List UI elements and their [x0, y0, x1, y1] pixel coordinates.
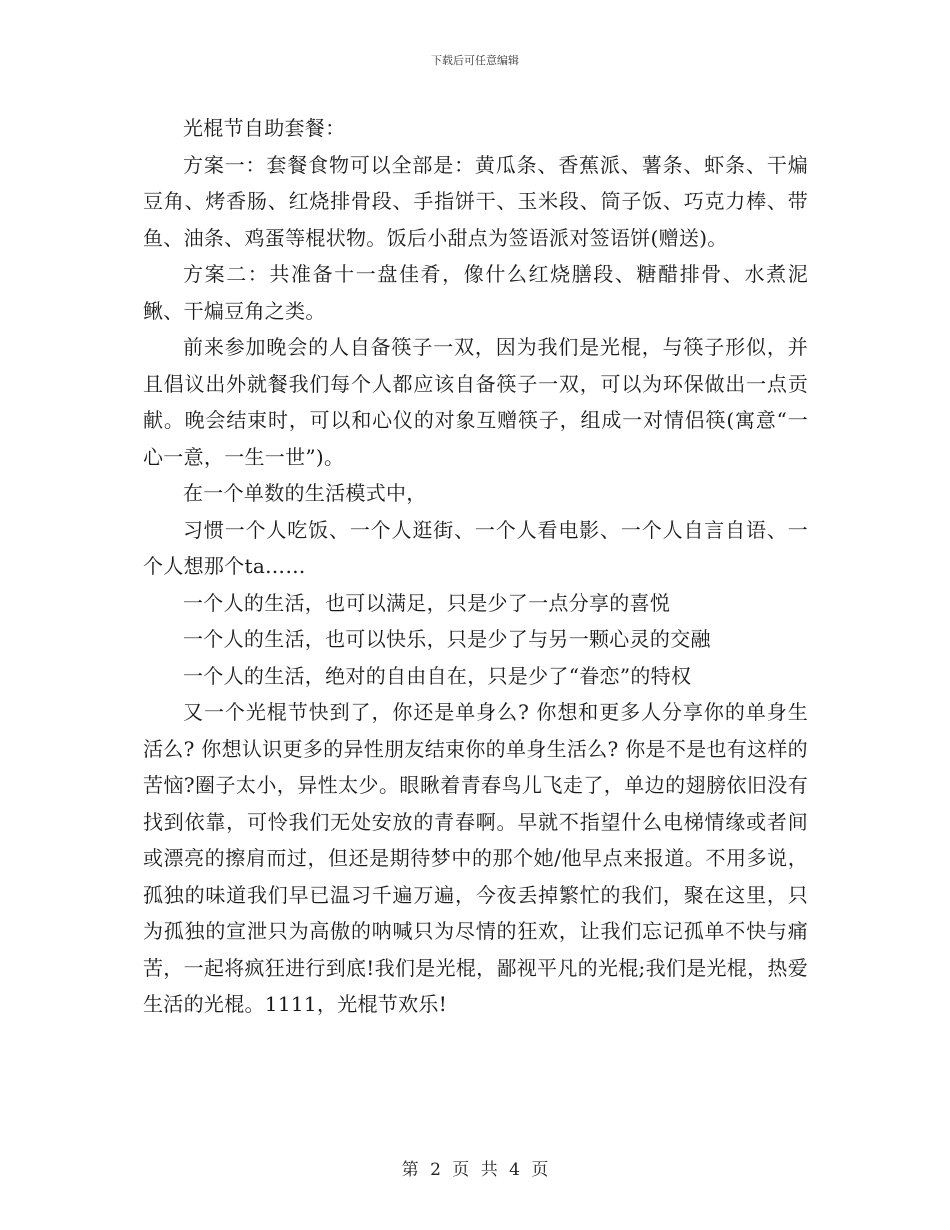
- paragraph-life-happy: 一个人的生活，也可以快乐，只是少了与另一颗心灵的交融: [183, 627, 711, 651]
- paragraph-singles-day: 又一个光棍节快到了，你还是单身么? 你想和更多人分享你的单身生活么? 你想认识更多的异性朋友结束你的单身生活么? 你是不是也有这样的苦恼?圈子太小，异性太少。眼瞅着青春鸟儿飞走了，单边的翅膀依旧没有找到依靠，可怜我们无处安放的青春啊。早就不指望什么电梯情缘或者间或漂亮的擦肩而过，但还是期待梦中的那个她/他早点来报道。不用多说，孤独的味道我们早已温习千遍万遍，今夜丢掉繁忙的我们，聚在这里，只为孤独的宣泄只为高傲的呐喊只为尽情的狂欢，让我们忘记孤单不快与痛苦，一起将疯狂进行到底!我们是光棍，鄙视平凡的光棍;我们是光棍，热爱生活的光棍。1111，光棍节欢乐!: [143, 700, 808, 1016]
- page-header-note: 下载后可任意编辑: [431, 54, 519, 67]
- paragraph-title: 光棍节自助套餐：: [183, 116, 346, 140]
- paragraph-life-satisfied: 一个人的生活，也可以满足，只是少了一点分享的喜悦: [183, 590, 671, 615]
- paragraph-plan-two: 方案二：共准备十一盘佳肴，像什么红烧膳段、糖醋排骨、水煮泥鳅、干煸豆角之类。: [143, 262, 808, 323]
- paragraph-single-mode: 在一个单数的生活模式中，: [183, 481, 427, 505]
- paragraph-habits: 习惯一个人吃饭、一个人逛街、一个人看电影、一个人自言自语、一个人想那个ta……: [143, 517, 808, 578]
- page-number: 第 2 页 共 4 页: [401, 1160, 549, 1180]
- paragraph-chopsticks: 前来参加晚会的人自备筷子一双，因为我们是光棍，与筷子形似，并且倡议出外就餐我们每个人都应该自备筷子一双，可以为环保做出一点贡献。晚会结束时，可以和心仪的对象互赠筷子，组成一对情侣筷(寓意“一心一意，一生一世”)。: [143, 335, 808, 469]
- paragraph-plan-one: 方案一：套餐食物可以全部是：黄瓜条、香蕉派、薯条、虾条、干煸豆角、烤香肠、红烧排骨段、手指饼干、玉米段、筒子饭、巧克力棒、带鱼、油条、鸡蛋等棍状物。饭后小甜点为签语派对签语饼(赠送)。: [143, 152, 808, 250]
- paragraph-life-free: 一个人的生活，绝对的自由自在，只是少了“眷恋”的特权: [183, 663, 692, 688]
- document-body: [143, 110, 808, 1023]
